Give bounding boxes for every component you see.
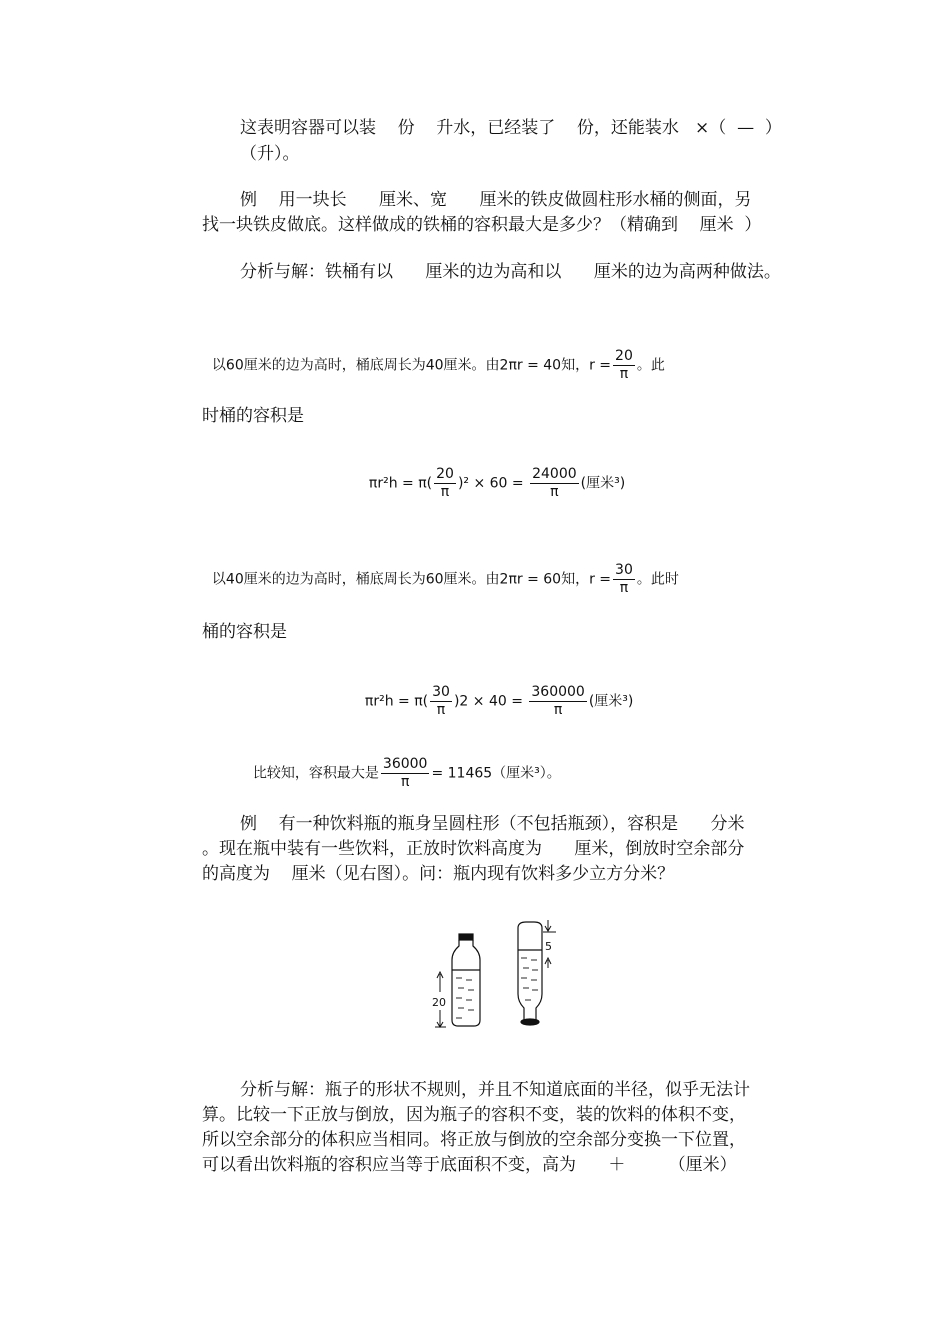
case1-line2: 时桶的容积是 — [202, 406, 304, 426]
para1-line2: （升）。 — [240, 144, 300, 164]
analysis2-line4: 可以看出饮料瓶的容积应当等于底面积不变，高为 ＋ （厘米） — [202, 1155, 737, 1175]
upright-liquid-waves — [456, 978, 474, 1018]
label-5: 5 — [545, 940, 552, 953]
analysis2-line2: 算。比较一下正放与倒放，因为瓶子的容积不变，装的饮料的体积不变， — [202, 1105, 746, 1125]
inverted-bottle — [518, 922, 542, 1025]
analysis2-line3: 所以空余部分的体积应当相同。将正放与倒放的空余部分变换一下位置， — [202, 1130, 746, 1150]
case2-line2: 桶的容积是 — [202, 622, 287, 642]
label-20: 20 — [432, 996, 446, 1009]
para1-line1: 这表明容器可以装 份 升水，已经装了 份，还能装水 ×（ — ） — [240, 118, 782, 138]
analysis2-line1: 分析与解：瓶子的形状不规则，并且不知道底面的半径，似乎无法计 — [240, 1080, 750, 1100]
example1-line1: 例 用一块长 厘米、宽 厘米的铁皮做圆柱形水桶的侧面，另 — [240, 190, 752, 210]
example2-line1: 例 有一种饮料瓶的瓶身呈圆柱形（不包括瓶颈），容积是 分米 — [240, 814, 745, 834]
compare-line: 比较知，容积最大是 $\frac{36000}{\pi}$ = 11465（厘米³）。 — [252, 756, 561, 790]
example1-line2: 找一块铁皮做底。这样做成的铁桶的容积最大是多少？（精确到 厘米 ） — [202, 215, 762, 235]
case2-formula: πr²h = π( $\frac{30}{\pi}$ )2 × 40 = $\frac{360000}{\pi}$ (厘米³) — [364, 684, 634, 718]
analysis1: 分析与解：铁桶有以 厘米的边为高和以 厘米的边为高两种做法。 — [240, 262, 781, 282]
bottle-figure — [422, 920, 582, 1032]
inverted-liquid-waves — [521, 958, 538, 1000]
case2-statement: 以40厘米的边为高时，桶底周长为60厘米。由2πr = 60知，r = $\frac{30}{\pi}$ 。此时 — [211, 562, 679, 596]
example2-line2: 。现在瓶中装有一些饮料，正放时饮料高度为 厘米，倒放时空余部分 — [202, 839, 745, 859]
case1-statement: 以60厘米的边为高时，桶底周长为40厘米。由2πr = 40知，r = $\frac{20}{\pi}$ 。此 — [211, 348, 665, 382]
example2-line3: 的高度为 厘米（见右图）。问：瓶内现有饮料多少立方分米？ — [202, 864, 675, 884]
case1-formula: πr²h = π( $\frac{20}{\pi}$ )² × 60 = $\frac{24000}{\pi}$ (厘米³) — [368, 466, 626, 500]
